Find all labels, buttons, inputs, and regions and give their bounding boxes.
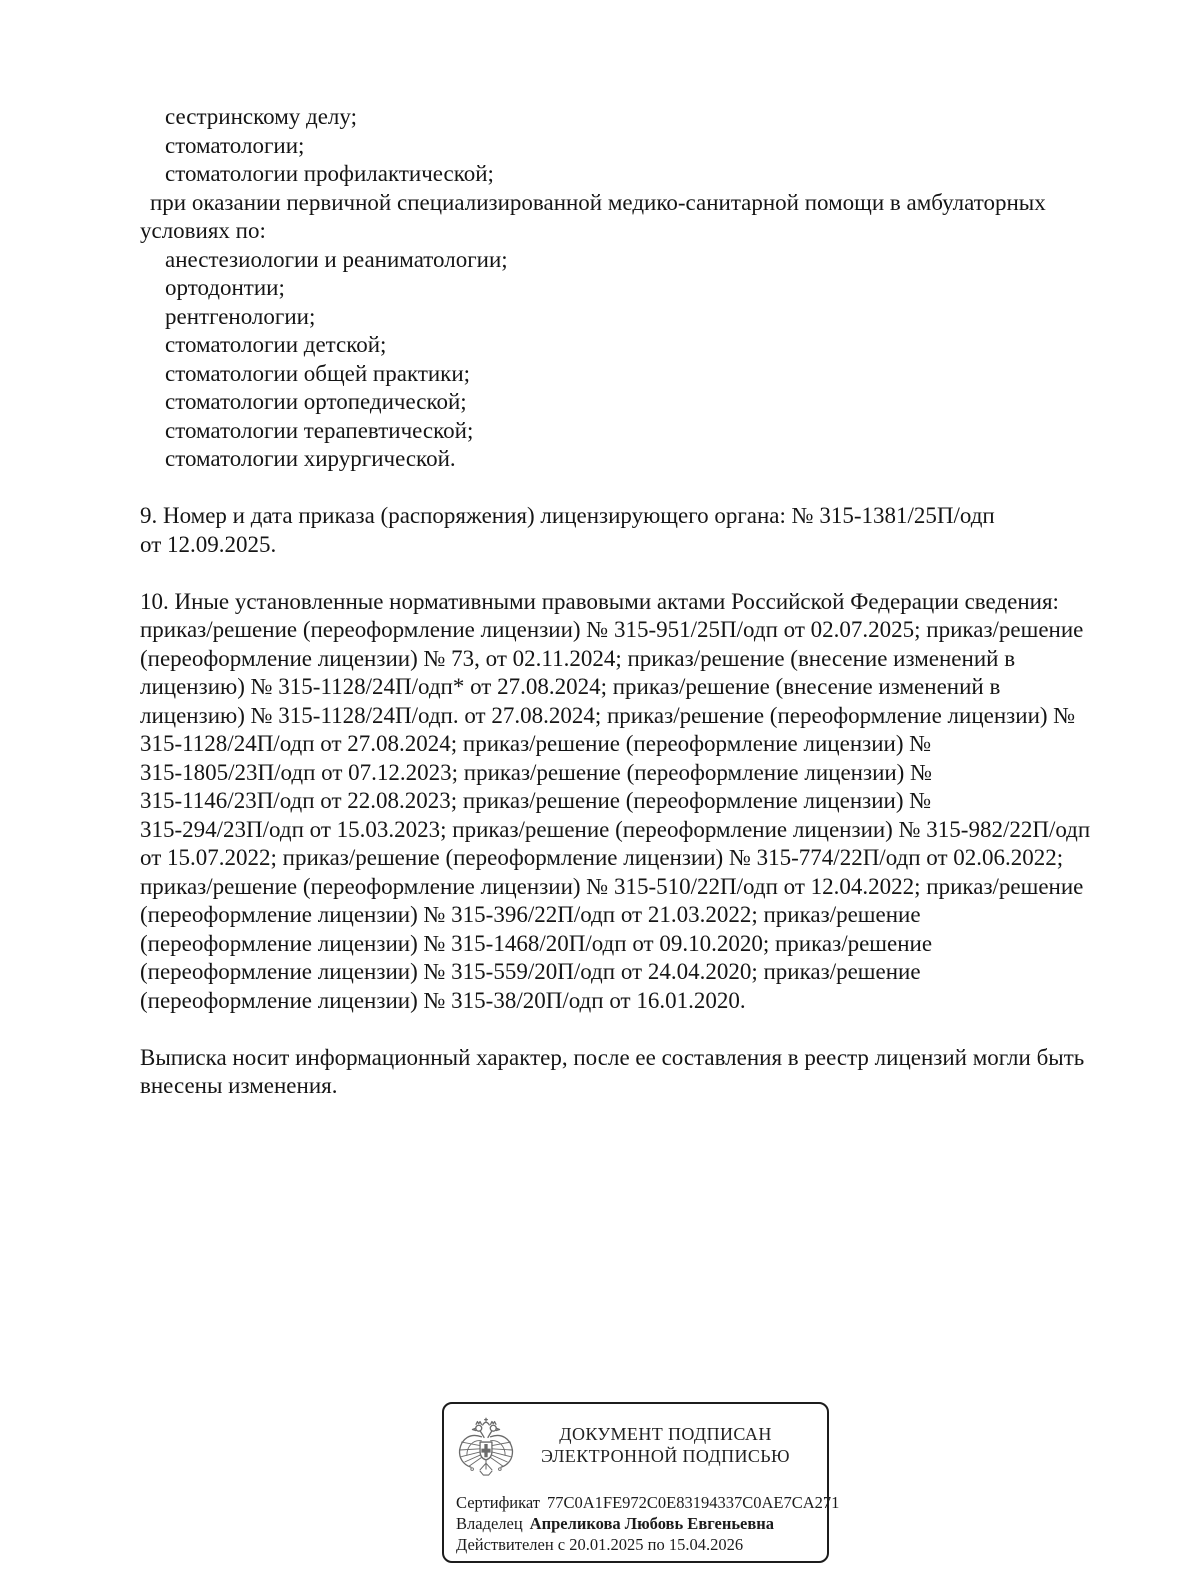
section-9-order-number — [140, 502, 1150, 559]
intro-line: условиях по: — [140, 218, 266, 243]
specialty-line: стоматологии; — [165, 132, 305, 158]
stamp-title-line1: ДОКУМЕНТ ПОДПИСАН — [559, 1424, 772, 1444]
specialty-line: стоматологии профилактической; — [165, 161, 494, 186]
validity-line: Действителен с 20.01.2025 по 15.04.2026 — [456, 1535, 744, 1554]
section-9-line: 9. Номер и дата приказа (распоряжения) лицензирующего органа: № 315-1381/25П/одп — [140, 503, 995, 528]
owner-name: Апреликова Любовь Евгеньевна — [529, 1514, 775, 1533]
section-10-line: (переоформление лицензии) № 315-1468/20П/одп от 09.10.2020; приказ/решение — [140, 930, 933, 956]
certificate-label: Сертификат — [456, 1493, 540, 1512]
section-10-line: приказ/решение (переоформление лицензии) № 315-510/22П/одп от 12.04.2022; приказ/решение — [140, 873, 1084, 899]
section-10-line: 10. Иные установленные нормативными правовыми актами Российской Федерации сведения: — [140, 588, 1059, 614]
section-10-other-info — [140, 588, 1150, 1016]
note-line: Выписка носит информационный характер, после ее составления в реестр лицензий могли быть — [140, 1044, 1085, 1070]
specialty-line: стоматологии хирургической. — [165, 446, 456, 471]
specialty-line: стоматологии общей практики; — [165, 360, 471, 386]
owner-line — [456, 1513, 815, 1534]
stamp-header — [444, 1404, 827, 1483]
section-10-line: (переоформление лицензии) № 315-559/20П/одп от 24.04.2020; приказ/решение — [140, 959, 921, 984]
section-10-line: (переоформление лицензии) № 315-396/22П/одп от 21.03.2022; приказ/решение — [140, 902, 921, 927]
owner-label: Владелец — [456, 1514, 523, 1533]
license-extract-page — [140, 103, 1150, 1101]
certificate-value: 77C0A1FE972C0E83194337C0AE7CA271 — [547, 1493, 840, 1512]
electronic-signature-stamp — [442, 1402, 840, 1563]
specialty-line: стоматологии ортопедической; — [165, 389, 467, 414]
stamp-title — [516, 1417, 815, 1467]
intro-line: при оказании первичной специализированной медико-санитарной помощи в амбулаторных — [150, 189, 1046, 215]
specialty-line: стоматологии терапевтической; — [165, 417, 474, 443]
section-10-line: 315-1146/23П/одп от 22.08.2023; приказ/решение (переоформление лицензии) № — [140, 788, 932, 813]
specialties-ambulatory-list — [140, 246, 1150, 474]
note-line: внесены изменения. — [140, 1073, 338, 1098]
roszdravnadzor-double-headed-eagle-icon — [456, 1417, 516, 1483]
section-10-line: (переоформление лицензии) № 73, от 02.11.2024; приказ/решение (внесение изменений в — [140, 645, 1016, 671]
stamp-title-line2: ЭЛЕКТРОННОЙ ПОДПИСЬЮ — [541, 1446, 790, 1466]
section-10-line: от 15.07.2022; приказ/решение (переоформление лицензии) № 315-774/22П/одп от 02.06.2022; — [140, 845, 1064, 870]
specialty-line: анестезиологии и реаниматологии; — [165, 246, 508, 272]
informational-note — [140, 1044, 1150, 1101]
section-10-line: лицензию) № 315-1128/24П/одп* от 27.08.2024; приказ/решение (внесение изменений в — [140, 674, 1001, 699]
section-10-line: (переоформление лицензии) № 315-38/20П/одп от 16.01.2020. — [140, 987, 746, 1013]
stamp-details — [444, 1483, 840, 1555]
section-10-line: 315-294/23П/одп от 15.03.2023; приказ/решение (переоформление лицензии) № 315-982/22П/одп — [140, 816, 1091, 842]
specialties-primary-list — [140, 103, 1150, 189]
specialty-line: стоматологии детской; — [165, 332, 387, 357]
specialty-line: рентгенологии; — [165, 303, 316, 329]
section-10-line: приказ/решение (переоформление лицензии) № 315-951/25П/одп от 02.07.2025; приказ/решение — [140, 617, 1084, 642]
section-10-line: 315-1128/24П/одп от 27.08.2024; приказ/решение (переоформление лицензии) № — [140, 731, 932, 756]
certificate-line — [456, 1492, 840, 1513]
section-10-line: лицензию) № 315-1128/24П/одп. от 27.08.2024; приказ/решение (переоформление лицензии) № — [140, 702, 1076, 728]
section-9-line: от 12.09.2025. — [140, 531, 277, 557]
specialty-line: ортодонтии; — [165, 275, 285, 300]
ambulatory-care-intro — [140, 189, 1150, 246]
section-10-line: 315-1805/23П/одп от 07.12.2023; приказ/решение (переоформление лицензии) № — [140, 759, 933, 785]
specialty-line: сестринскому делу; — [165, 104, 357, 129]
